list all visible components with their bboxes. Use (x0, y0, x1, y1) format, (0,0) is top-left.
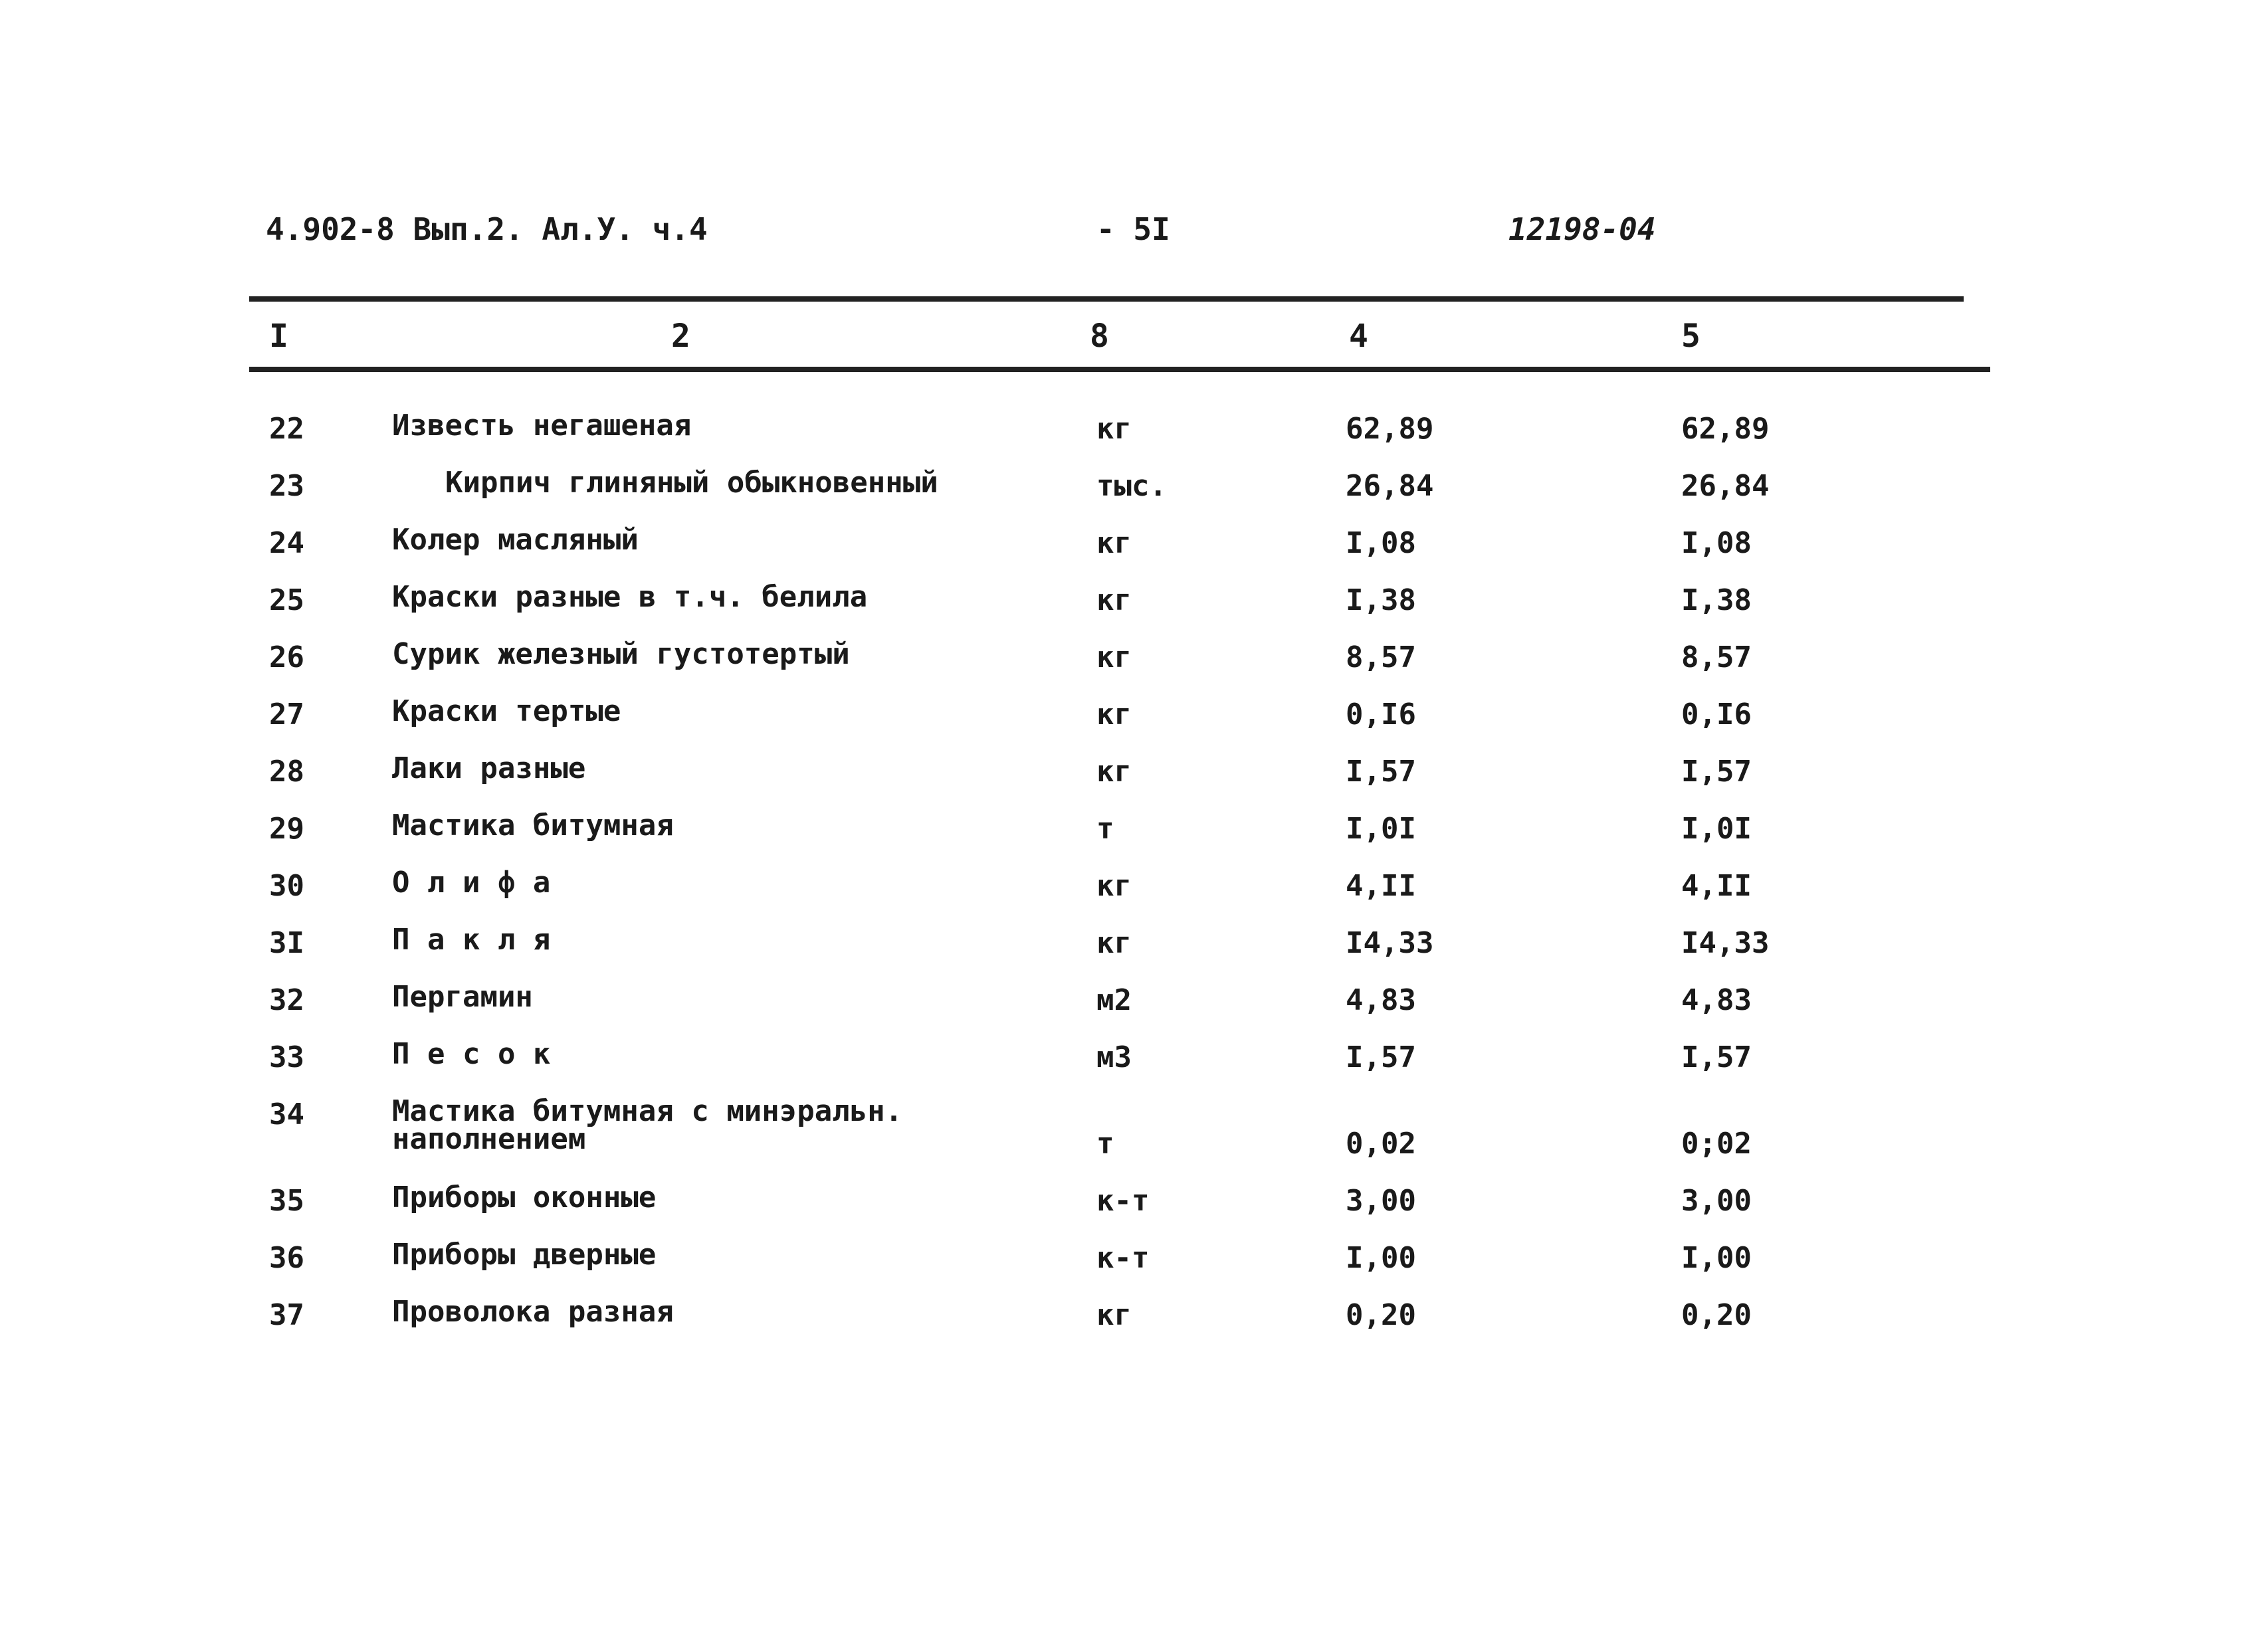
material-name: Мастика битумная (392, 809, 674, 842)
quantity-col5: I,38 (1681, 583, 1752, 617)
quantity-col5: I,0I (1681, 812, 1752, 846)
material-name: Кирпич глиняный обыкновенный (445, 466, 938, 500)
row-number: 29 (269, 812, 304, 846)
row-number: 37 (269, 1298, 304, 1332)
row-number: 32 (269, 983, 304, 1017)
unit: к-т (1096, 1184, 1150, 1218)
material-name: Мастика битумная с минэральн. наполнением (392, 1094, 903, 1156)
quantity-col5: 26,84 (1681, 469, 1770, 503)
material-name: Краски разные в т.ч. белила (392, 580, 868, 614)
table-row (0, 637, 2268, 698)
material-name: Проволока разная (392, 1295, 674, 1329)
material-name: Лаки разные (392, 751, 586, 785)
materials-table-body (0, 409, 2268, 1355)
quantity-col5: I,57 (1681, 755, 1752, 789)
unit: кг (1096, 926, 1132, 960)
quantity-col5: I,57 (1681, 1040, 1752, 1074)
quantity-col5: 62,89 (1681, 412, 1770, 446)
table-row (0, 466, 2268, 526)
unit: тыс. (1096, 469, 1167, 503)
row-number: 35 (269, 1184, 304, 1218)
quantity-col5: 0,20 (1681, 1298, 1752, 1332)
table-row (0, 1295, 2268, 1355)
quantity-col4: I,57 (1346, 755, 1416, 789)
material-name: П е с о к (392, 1037, 551, 1071)
table-row (0, 580, 2268, 640)
quantity-col4: 8,57 (1346, 640, 1416, 674)
quantity-col4: I,08 (1346, 526, 1416, 560)
material-name: О л и ф а (392, 866, 551, 900)
column-header-5: 5 (1681, 318, 1701, 355)
quantity-col5: 8,57 (1681, 640, 1752, 674)
unit: кг (1096, 698, 1132, 731)
unit: кг (1096, 583, 1132, 617)
quantity-col5: 4,83 (1681, 983, 1752, 1017)
material-name: П а к л я (392, 923, 551, 957)
table-row (0, 694, 2268, 755)
row-number: 24 (269, 526, 304, 560)
page-number: - 5I (1096, 211, 1170, 247)
row-number: 28 (269, 755, 304, 789)
quantity-col4: I,57 (1346, 1040, 1416, 1074)
row-number: 36 (269, 1241, 304, 1275)
quantity-col5: 0,I6 (1681, 698, 1752, 731)
material-name: Краски тертые (392, 694, 621, 728)
table-row (0, 409, 2268, 469)
quantity-col4: 62,89 (1346, 412, 1434, 446)
unit: м2 (1096, 983, 1132, 1017)
archive-number: 12198-04 (1508, 211, 1656, 247)
table-row (0, 866, 2268, 926)
quantity-col4: 3,00 (1346, 1184, 1416, 1218)
row-number: 3I (269, 926, 304, 960)
table-row (0, 1238, 2268, 1298)
unit: кг (1096, 526, 1132, 560)
row-number: 22 (269, 412, 304, 446)
quantity-col5: 3,00 (1681, 1184, 1752, 1218)
table-row (0, 1037, 2268, 1098)
quantity-col4: I,0I (1346, 812, 1416, 846)
unit: кг (1096, 1298, 1132, 1332)
quantity-col4: 0,02 (1346, 1127, 1416, 1161)
table-row (0, 523, 2268, 583)
table-header-rule (249, 367, 1990, 372)
unit: м3 (1096, 1040, 1132, 1074)
unit: т (1096, 812, 1114, 846)
table-row (0, 1181, 2268, 1241)
table-row (0, 809, 2268, 869)
column-header-2: 2 (671, 318, 690, 355)
quantity-col4: 4,83 (1346, 983, 1416, 1017)
quantity-col5: I,00 (1681, 1241, 1752, 1275)
quantity-col4: 0,I6 (1346, 698, 1416, 731)
column-header-3: 8 (1090, 318, 1109, 355)
quantity-col5: 4,II (1681, 869, 1752, 903)
table-row (0, 751, 2268, 812)
material-name: Приборы оконные (392, 1181, 657, 1214)
row-number: 25 (269, 583, 304, 617)
table-row (0, 980, 2268, 1040)
column-header-1: I (269, 318, 288, 355)
row-number: 33 (269, 1040, 304, 1074)
unit: кг (1096, 412, 1132, 446)
unit: кг (1096, 640, 1132, 674)
unit: кг (1096, 755, 1132, 789)
row-number: 27 (269, 698, 304, 731)
column-header-4: 4 (1349, 318, 1368, 355)
row-number: 30 (269, 869, 304, 903)
row-number: 34 (269, 1098, 304, 1131)
material-name: Колер масляный (392, 523, 639, 557)
quantity-col4: 0,20 (1346, 1298, 1416, 1332)
row-number: 23 (269, 469, 304, 503)
table-row (0, 1094, 2268, 1184)
material-name: Сурик железный густотертый (392, 637, 850, 671)
unit: к-т (1096, 1241, 1150, 1275)
quantity-col5: I,08 (1681, 526, 1752, 560)
quantity-col4: 4,II (1346, 869, 1416, 903)
quantity-col4: 26,84 (1346, 469, 1434, 503)
quantity-col5: 0;02 (1681, 1127, 1752, 1161)
material-name: Известь негашеная (392, 409, 692, 442)
material-name: Приборы дверные (392, 1238, 657, 1272)
quantity-col4: I4,33 (1346, 926, 1434, 960)
quantity-col5: I4,33 (1681, 926, 1770, 960)
unit: кг (1096, 869, 1132, 903)
document-code: 4.902-8 Вып.2. Ал.У. ч.4 (266, 211, 708, 247)
quantity-col4: I,38 (1346, 583, 1416, 617)
unit: т (1096, 1127, 1114, 1161)
table-row (0, 923, 2268, 983)
material-name: Пергамин (392, 980, 533, 1014)
row-number: 26 (269, 640, 304, 674)
quantity-col4: I,00 (1346, 1241, 1416, 1275)
table-top-rule (249, 296, 1964, 302)
